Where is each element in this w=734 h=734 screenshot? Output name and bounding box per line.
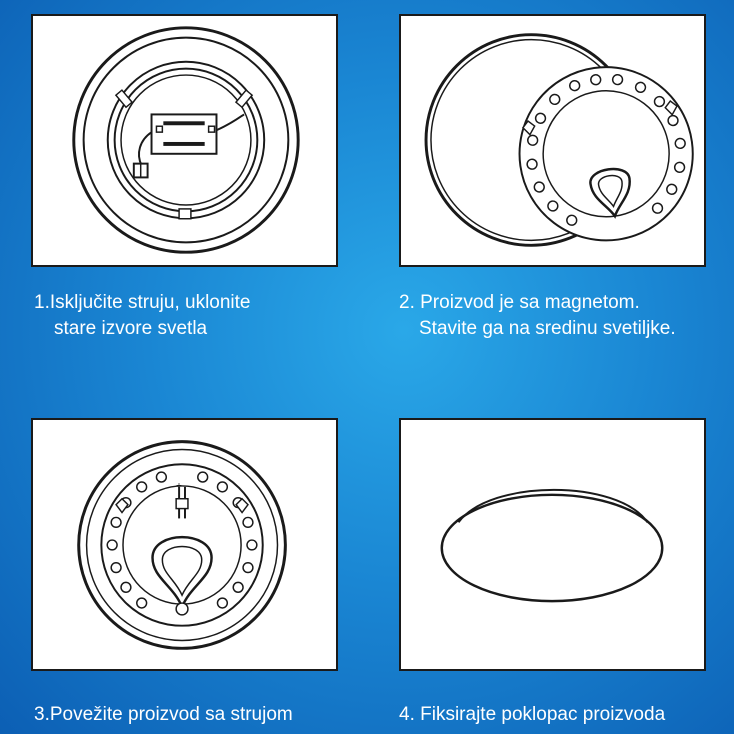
fix-cover-drawing bbox=[401, 420, 704, 669]
step-4-caption bbox=[399, 702, 665, 728]
step-2-illustration bbox=[399, 14, 706, 267]
magnetic-module-placement-drawing bbox=[401, 16, 704, 265]
step-2-caption-line-1: 2. Proizvod je sa magnetom. bbox=[399, 292, 640, 313]
step-1-illustration bbox=[31, 14, 338, 267]
step-4-caption-line-1: 4. Fiksirajte poklopac proizvoda bbox=[399, 704, 666, 725]
svg-text:+: + bbox=[176, 480, 182, 492]
step-4-illustration bbox=[399, 418, 706, 671]
step-3-caption-line-1: 3.Povežite proizvod sa strujom bbox=[34, 704, 293, 725]
step-1-caption bbox=[34, 290, 251, 342]
step-2-caption bbox=[399, 290, 676, 342]
connect-power-drawing bbox=[33, 420, 336, 669]
step-3-illustration bbox=[31, 418, 338, 671]
old-lamp-removal-drawing bbox=[33, 16, 336, 265]
step-1-caption-line-2: stare izvore svetla bbox=[54, 318, 208, 339]
step-3-caption bbox=[34, 702, 293, 728]
step-1-caption-line-1: 1.Isključite struju, uklonite bbox=[34, 292, 251, 313]
step-2-caption-line-2: Stavite ga na sredinu svetiljke. bbox=[419, 318, 676, 339]
